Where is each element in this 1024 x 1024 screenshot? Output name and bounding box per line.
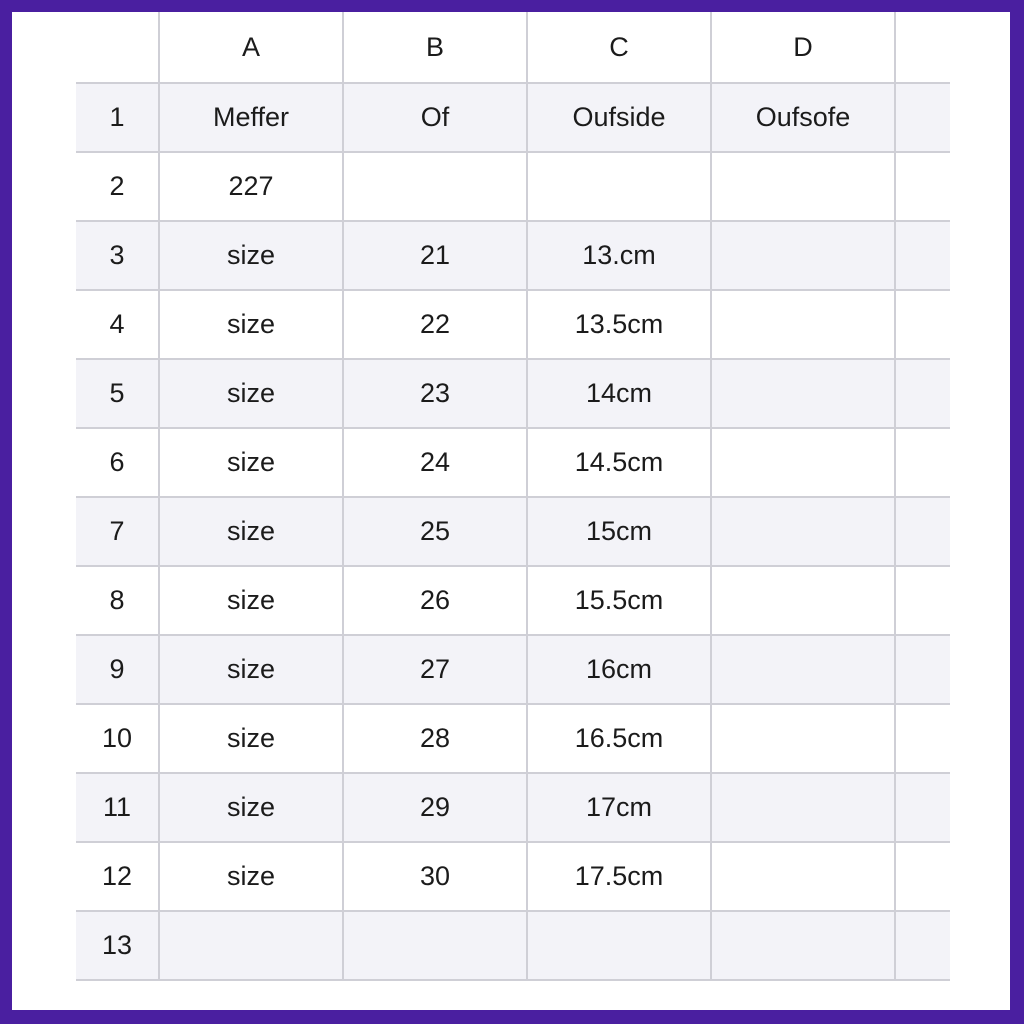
spreadsheet-grid (76, 12, 950, 981)
row-header[interactable]: 9 (76, 635, 159, 704)
cell-c[interactable]: 14.5cm (527, 428, 711, 497)
row-header[interactable]: 11 (76, 773, 159, 842)
cell-d[interactable] (711, 359, 895, 428)
row-header[interactable]: 10 (76, 704, 159, 773)
table-row (76, 359, 950, 428)
cell-extra[interactable] (895, 911, 950, 980)
cell-c[interactable]: 13.5cm (527, 290, 711, 359)
cell-a[interactable]: size (159, 773, 343, 842)
cell-extra[interactable] (895, 359, 950, 428)
cell-d[interactable]: Oufsofe (711, 83, 895, 152)
cell-b[interactable]: 22 (343, 290, 527, 359)
cell-b[interactable]: 23 (343, 359, 527, 428)
cell-b[interactable]: 26 (343, 566, 527, 635)
column-header-row (76, 12, 950, 83)
row-header[interactable]: 12 (76, 842, 159, 911)
cell-b[interactable]: Of (343, 83, 527, 152)
cell-c[interactable]: 15cm (527, 497, 711, 566)
column-header-b[interactable]: B (343, 12, 527, 83)
row-header[interactable]: 1 (76, 83, 159, 152)
cell-d[interactable] (711, 152, 895, 221)
table-row (76, 566, 950, 635)
cell-extra[interactable] (895, 842, 950, 911)
cell-c[interactable]: 14cm (527, 359, 711, 428)
cell-extra[interactable] (895, 704, 950, 773)
cell-c[interactable]: 15.5cm (527, 566, 711, 635)
cell-b[interactable]: 29 (343, 773, 527, 842)
cell-b[interactable]: 21 (343, 221, 527, 290)
cell-d[interactable] (711, 290, 895, 359)
table-row (76, 842, 950, 911)
table-row (76, 428, 950, 497)
cell-d[interactable] (711, 704, 895, 773)
cell-c[interactable]: 17.5cm (527, 842, 711, 911)
cell-a[interactable]: size (159, 290, 343, 359)
cell-extra[interactable] (895, 773, 950, 842)
cell-a[interactable]: size (159, 221, 343, 290)
cell-b[interactable] (343, 911, 527, 980)
table-row (76, 704, 950, 773)
table-row (76, 83, 950, 152)
cell-extra[interactable] (895, 497, 950, 566)
cell-c[interactable]: Oufside (527, 83, 711, 152)
cell-a[interactable]: size (159, 635, 343, 704)
row-header[interactable]: 8 (76, 566, 159, 635)
column-header-c[interactable]: C (527, 12, 711, 83)
cell-a[interactable]: size (159, 359, 343, 428)
cell-c[interactable]: 16cm (527, 635, 711, 704)
cell-c[interactable]: 17cm (527, 773, 711, 842)
spreadsheet-frame (12, 12, 1010, 1010)
cell-a[interactable]: size (159, 497, 343, 566)
row-header[interactable]: 5 (76, 359, 159, 428)
column-header-extra[interactable] (895, 12, 950, 83)
cell-extra[interactable] (895, 152, 950, 221)
cell-c[interactable] (527, 911, 711, 980)
table-row (76, 911, 950, 980)
table-row (76, 497, 950, 566)
cell-a[interactable]: size (159, 428, 343, 497)
table-row (76, 290, 950, 359)
cell-a[interactable]: size (159, 566, 343, 635)
table-row (76, 635, 950, 704)
cell-d[interactable] (711, 773, 895, 842)
row-header[interactable]: 7 (76, 497, 159, 566)
cell-extra[interactable] (895, 635, 950, 704)
cell-d[interactable] (711, 566, 895, 635)
column-header-d[interactable]: D (711, 12, 895, 83)
row-header[interactable]: 4 (76, 290, 159, 359)
cell-extra[interactable] (895, 290, 950, 359)
row-header[interactable]: 3 (76, 221, 159, 290)
cell-extra[interactable] (895, 221, 950, 290)
cell-d[interactable] (711, 842, 895, 911)
table-row (76, 221, 950, 290)
cell-b[interactable] (343, 152, 527, 221)
row-header[interactable]: 13 (76, 911, 159, 980)
cell-b[interactable]: 24 (343, 428, 527, 497)
cell-extra[interactable] (895, 428, 950, 497)
cell-b[interactable]: 30 (343, 842, 527, 911)
cell-a[interactable]: Meffer (159, 83, 343, 152)
cell-c[interactable]: 13.cm (527, 221, 711, 290)
table-row (76, 152, 950, 221)
cell-b[interactable]: 28 (343, 704, 527, 773)
cell-d[interactable] (711, 497, 895, 566)
cell-a[interactable]: 227 (159, 152, 343, 221)
cell-b[interactable]: 25 (343, 497, 527, 566)
cell-c[interactable]: 16.5cm (527, 704, 711, 773)
cell-d[interactable] (711, 221, 895, 290)
cell-d[interactable] (711, 911, 895, 980)
row-header[interactable]: 6 (76, 428, 159, 497)
cell-extra[interactable] (895, 83, 950, 152)
cell-extra[interactable] (895, 566, 950, 635)
cell-b[interactable]: 27 (343, 635, 527, 704)
table-row (76, 773, 950, 842)
cell-a[interactable] (159, 911, 343, 980)
cell-a[interactable]: size (159, 842, 343, 911)
column-header-a[interactable]: A (159, 12, 343, 83)
cell-d[interactable] (711, 635, 895, 704)
corner-cell[interactable] (76, 12, 159, 83)
cell-c[interactable] (527, 152, 711, 221)
cell-d[interactable] (711, 428, 895, 497)
cell-a[interactable]: size (159, 704, 343, 773)
row-header[interactable]: 2 (76, 152, 159, 221)
